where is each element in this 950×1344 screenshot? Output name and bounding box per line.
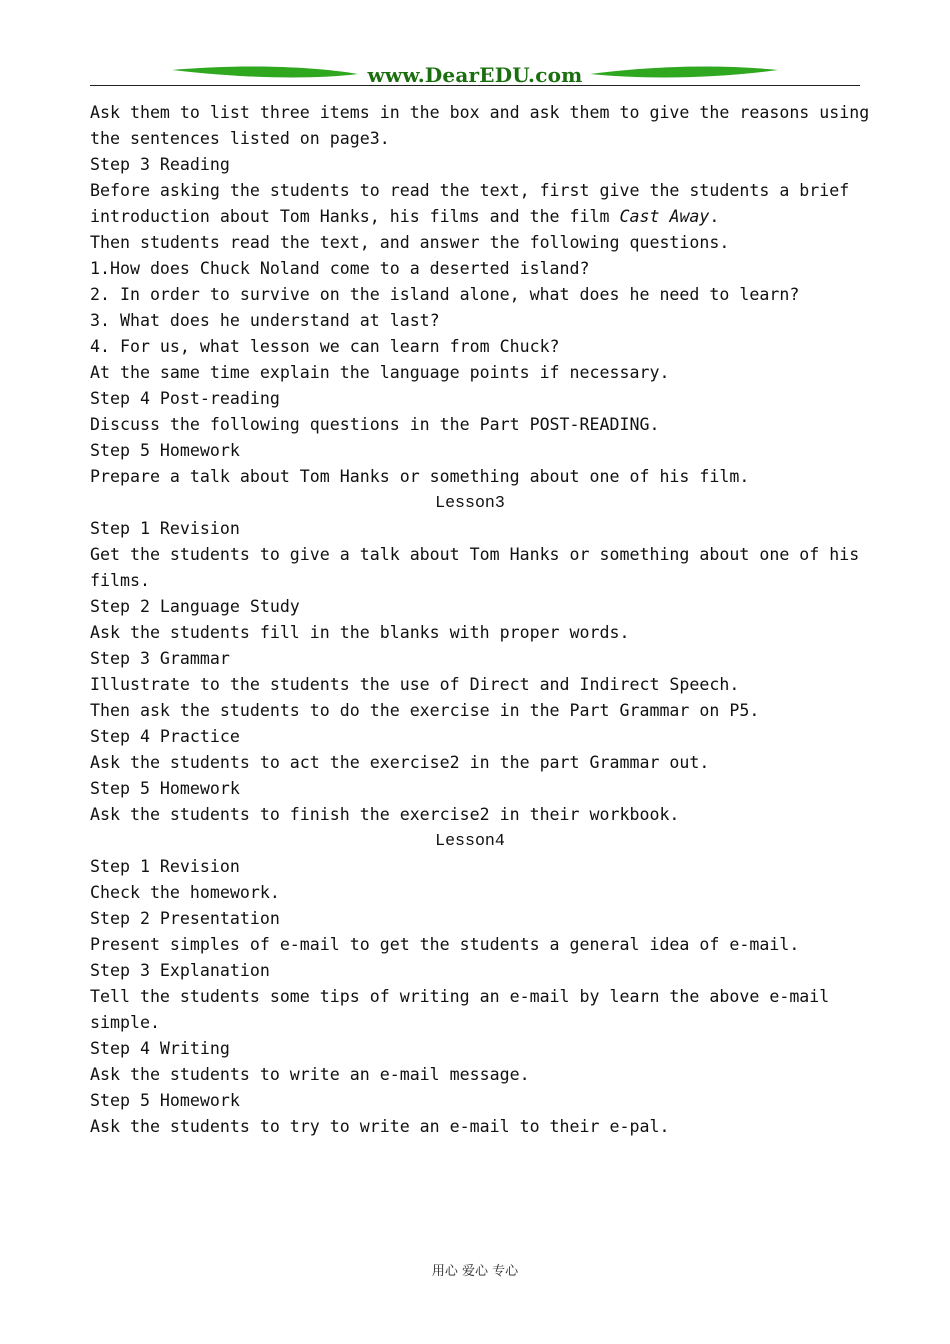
film-title: Cast Away: [619, 207, 710, 226]
step-heading: Step 3 Explanation: [90, 961, 270, 980]
intro-text: introduction about Tom Hanks, his films and the film: [90, 207, 620, 226]
text-line: Ask them to list three items in the box and ask them to give the reasons using: [90, 103, 870, 122]
page-footer: 用心 爱心 专心: [431, 1264, 519, 1279]
step-heading: Step 1 Revision: [90, 857, 240, 876]
text-line: Then ask the students to do the exercise in the Part Grammar on P5.: [90, 701, 760, 720]
text-line: Tell the students some tips of writing an e-mail by learn the above e-mail: [90, 987, 830, 1006]
step-heading: Step 5 Homework: [90, 1091, 240, 1110]
text-line: Before asking the students to read the text, first give the students a brief: [90, 181, 850, 200]
site-logo-text: www.DearEDU.com: [367, 63, 583, 87]
text-line: At the same time explain the language points if necessary.: [90, 363, 670, 382]
question-line: 2. In order to survive on the island alone, what does he need to learn?: [90, 285, 800, 304]
document-body: [90, 100, 870, 1140]
lesson4-heading: Lesson4: [435, 831, 505, 850]
text-line: [90, 204, 850, 230]
step-heading: Step 1 Revision: [90, 519, 240, 538]
page-header: [90, 60, 860, 92]
text-line: Illustrate to the students the use of Direct and Indirect Speech.: [90, 675, 740, 694]
lesson3-heading: Lesson3: [435, 493, 505, 512]
text-line: Prepare a talk about Tom Hanks or something about one of his film.: [90, 467, 750, 486]
step-heading: Step 5 Homework: [90, 779, 240, 798]
header-rule: [90, 85, 860, 86]
step-heading: Step 3 Reading: [90, 155, 230, 174]
step-heading: Step 4 Practice: [90, 727, 240, 746]
text-line: Ask the students fill in the blanks with proper words.: [90, 623, 630, 642]
step-heading: Step 5 Homework: [90, 441, 240, 460]
step-heading: Step 2 Presentation: [90, 909, 280, 928]
text-line: Ask the students to try to write an e-mail to their e-pal.: [90, 1117, 670, 1136]
text-line: Get the students to give a talk about Tom Hanks or something about one of his: [90, 545, 860, 564]
text-line: Ask the students to write an e-mail message.: [90, 1065, 530, 1084]
text-line: films.: [90, 571, 150, 590]
text-line: simple.: [90, 1013, 160, 1032]
question-line: 3. What does he understand at last?: [90, 311, 440, 330]
text-line: Then students read the text, and answer the following questions.: [90, 233, 730, 252]
text-line: Present simples of e-mail to get the students a general idea of e-mail.: [90, 935, 800, 954]
step-heading: Step 4 Post-reading: [90, 389, 280, 408]
question-line: 4. For us, what lesson we can learn from Chuck?: [90, 337, 560, 356]
step-heading: Step 4 Writing: [90, 1039, 230, 1058]
step-heading: Step 3 Grammar: [90, 649, 230, 668]
text-line: Check the homework.: [90, 883, 280, 902]
text-line: Ask the students to act the exercise2 in the part Grammar out.: [90, 753, 710, 772]
text-line: Ask the students to finish the exercise2 in their workbook.: [90, 805, 680, 824]
step-heading: Step 2 Language Study: [90, 597, 300, 616]
intro-end: .: [709, 207, 720, 226]
text-line: Discuss the following questions in the Part POST-READING.: [90, 415, 660, 434]
question-line: 1.How does Chuck Noland come to a deserted island?: [90, 259, 590, 278]
text-line: the sentences listed on page3.: [90, 129, 390, 148]
